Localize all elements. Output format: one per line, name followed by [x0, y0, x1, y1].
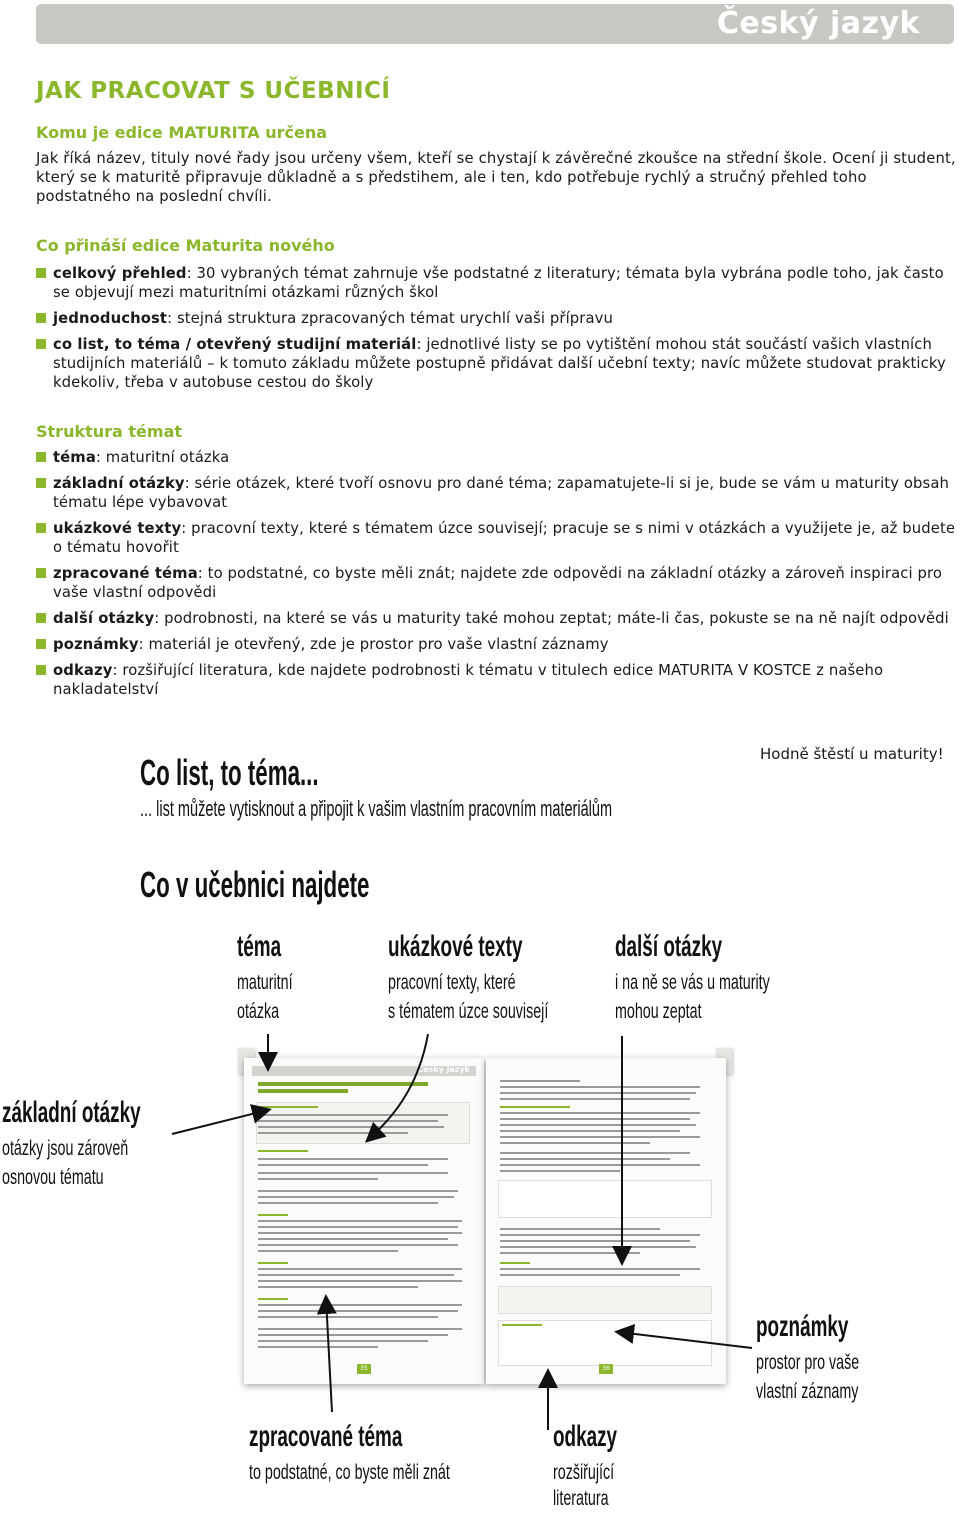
promo-title: Co list, to téma...	[140, 752, 319, 793]
label-odkazy-line2: literatura	[553, 1487, 609, 1510]
label-tema-line2: otázka	[237, 1000, 280, 1023]
good-luck-text: Hodně štěstí u maturity!	[760, 745, 944, 763]
label-tema-line1: maturitní	[237, 971, 293, 994]
label-tema-title: téma	[237, 930, 282, 963]
label-odkazy-title: odkazy	[553, 1420, 618, 1453]
bullet-text: : 30 vybraných témat zahrnuje vše podstatné z literatury; témata byla vybrána podle toho, jak často se objevují mezi maturitními otázkami různých škol	[53, 265, 944, 301]
bullet-text: : materiál je otevřený, zde je prostor pro vaše vlastní záznamy	[138, 636, 609, 653]
bullet-text: : pracovní texty, které s tématem úzce souvisejí; pracuje se s nimi v otázkách a využijete je, až budete o tématu hovořit	[53, 520, 956, 556]
bullet-term: celkový přehled	[53, 265, 187, 282]
guide-title: Co v učebnici najdete	[140, 864, 370, 905]
arrow-zakladni	[172, 1110, 268, 1134]
label-dalsi-line2: mohou zeptat	[615, 1000, 702, 1023]
arrow-poznamky	[618, 1332, 752, 1348]
bullet-term: zpracované téma	[53, 565, 198, 582]
label-dalsi-title: další otázky	[615, 930, 723, 963]
bullet-text: : maturitní otázka	[95, 449, 230, 466]
bullet-text: : rozšiřující literatura, kde najdete podrobnosti k tématu v titulech edice MATURITA V KOSTCE z našeho nakladatelství	[53, 662, 884, 698]
label-ukazkove-line2: s tématem úzce souvisejí	[388, 1000, 549, 1023]
label-odkazy-line1: rozšiřující	[553, 1461, 615, 1484]
bullet-term: další otázky	[53, 610, 155, 627]
label-poznamky-line2: vlastní záznamy	[756, 1380, 859, 1403]
section1-title: Komu je edice MATURITA určena	[36, 123, 328, 142]
label-ukazkove-line1: pracovní texty, které	[388, 971, 516, 994]
section1-text: Jak říká název, tituly nové řady jsou určeny všem, kteří se chystají k závěrečné zkoušce na střední škole. Ocení ji student, který se k maturitě připravuje důkladně a s předstihem, ale i ten, kdo potřebuje rychlý a stručný přehled toho podstatného na poslední chvíli.	[36, 150, 956, 205]
bullet-term: základní otázky	[53, 475, 185, 492]
spread-page-number-right: 36	[599, 1364, 613, 1374]
bullet-term: ukázkové texty	[53, 520, 182, 537]
bullet-text: : stejná struktura zpracovaných témat urychlí vaši přípravu	[167, 310, 613, 327]
bullet-term: jednoduchost	[53, 310, 168, 327]
label-dalsi-line1: i na ně se vás u maturity	[615, 971, 770, 994]
label-poznamky-line1: prostor pro vaše	[756, 1351, 860, 1374]
label-poznamky-title: poznámky	[756, 1310, 849, 1343]
bullet-text: : to podstatné, co byste měli znát; najdete zde odpovědi na základní otázky a zároveň inspiraci pro vaše vlastní odpovědi	[53, 565, 943, 601]
label-ukazkove-title: ukázkové texty	[388, 930, 523, 963]
spread-page-header: Český jazyk	[252, 1066, 476, 1076]
label-zakladni-line2: osnovou tématu	[2, 1166, 104, 1189]
bullet-term: téma	[53, 449, 96, 466]
arrow-ukazkove	[368, 1034, 428, 1140]
label-zakladni-title: základní otázky	[2, 1096, 141, 1129]
bullet-term: co list, to téma / otevřený studijní materiál	[53, 336, 417, 353]
bullet-term: poznámky	[53, 636, 139, 653]
arrow-zpracovane	[326, 1298, 332, 1412]
promo-subtitle: ... list můžete vytisknout a připojit k vašim vlastním pracovním materiálům	[140, 796, 613, 821]
label-zpracovane-line1: to podstatné, co byste měli znát	[249, 1461, 450, 1484]
spread-page-number-left: 35	[357, 1364, 371, 1374]
bullet-text: : jednotlivé listy se po vytištění mohou stát součástí vašich vlastních studijních materiálů – k tomuto základu můžete postupně přidávat další učební texty; navíc můžete studovat prakticky kdekoliv, třeba v autobuse cestou do školy	[53, 336, 946, 391]
bullet-term: odkazy	[53, 662, 113, 679]
banner-title: Český jazyk	[716, 6, 920, 41]
bullet-text: : série otázek, které tvoří osnovu pro dané téma; zapamatujete-li si je, bude se vám u maturity obsah tématu lépe vybavovat	[53, 475, 949, 511]
label-zpracovane-title: zpracované téma	[249, 1420, 403, 1453]
section3-title: Struktura témat	[36, 422, 183, 441]
bullet-text: : podrobnosti, na které se vás u maturity také mohou zeptat; máte-li čas, pokuste se na ně najít odpovědi	[154, 610, 949, 627]
page-title: JAK PRACOVAT S UČEBNICÍ	[36, 78, 391, 104]
section2-title: Co přináší edice Maturita nového	[36, 236, 335, 255]
label-zakladni-line1: otázky jsou zároveň	[2, 1137, 129, 1160]
